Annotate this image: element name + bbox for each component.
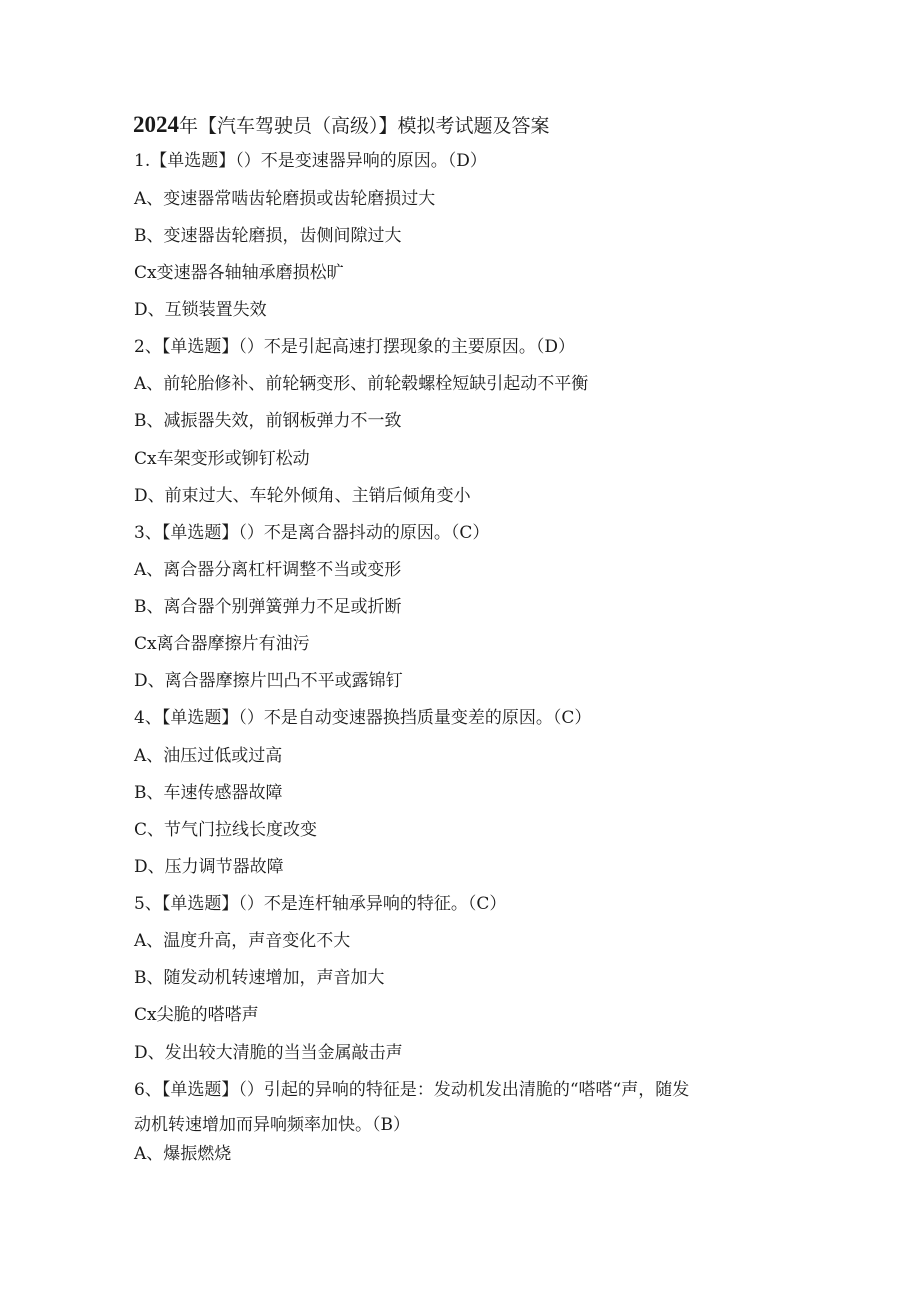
option-3d: D、离合器摩擦片凹凸不平或露锦钉 bbox=[134, 671, 403, 691]
option-2c: Cx车架变形或铆钉松动 bbox=[134, 449, 310, 469]
question-4: 4、【单选题】（）不是自动变速器换挡质量变差的原因。（C） bbox=[134, 708, 592, 728]
option-4a: A、油压过低或过高 bbox=[134, 746, 283, 766]
option-1b: B、变速器齿轮磨损，齿侧间隙过大 bbox=[134, 226, 402, 246]
option-3c: Cx离合器摩擦片有油污 bbox=[134, 634, 310, 654]
option-2a: A、前轮胎修补、前轮辆变形、前轮毂螺栓短缺引起动不平衡 bbox=[134, 374, 589, 394]
question-1: 1.【单选题】（）不是变速器异响的原因。（D） bbox=[134, 151, 487, 171]
title-text: 年【汽车驾驶员（高级）】模拟考试题及答案 bbox=[179, 115, 550, 137]
option-2d: D、前束过大、车轮外倾角、主销后倾角变小 bbox=[134, 486, 471, 506]
title-year: 2024 bbox=[133, 112, 179, 137]
document-title bbox=[133, 110, 550, 141]
option-4d: D、压力调节器故障 bbox=[134, 857, 284, 877]
question-6-continued: 动机转速增加而异响频率加快。（B） bbox=[134, 1115, 410, 1135]
option-1c: Cx变速器各轴轴承磨损松旷 bbox=[134, 263, 344, 283]
question-5: 5、【单选题】（）不是连杆轴承异响的特征。（C） bbox=[134, 894, 507, 914]
option-5d: D、发出较大清脆的当当金属敲击声 bbox=[134, 1043, 403, 1063]
option-1a: A、变速器常啮齿轮磨损或齿轮磨损过大 bbox=[134, 189, 436, 209]
option-3a: A、离合器分离杠杆调整不当或变形 bbox=[134, 560, 402, 580]
option-1d: D、互锁装置失效 bbox=[134, 300, 267, 320]
option-2b: B、减振器失效，前钢板弹力不一致 bbox=[134, 411, 402, 431]
option-6a: A、爆振燃烧 bbox=[134, 1144, 232, 1164]
option-5c: Cx尖脆的嗒嗒声 bbox=[134, 1005, 259, 1025]
question-2: 2、【单选题】（）不是引起高速打摆现象的主要原因。（D） bbox=[134, 337, 575, 357]
question-3: 3、【单选题】（）不是离合器抖动的原因。（C） bbox=[134, 523, 490, 543]
option-4b: B、车速传感器故障 bbox=[134, 783, 283, 803]
option-5b: B、随发动机转速增加，声音加大 bbox=[134, 968, 385, 988]
option-4c: C、节气门拉线长度改变 bbox=[134, 820, 318, 840]
option-3b: B、离合器个别弹簧弹力不足或折断 bbox=[134, 597, 402, 617]
option-5a: A、温度升高，声音变化不大 bbox=[134, 931, 351, 951]
question-6: 6、【单选题】（）引起的异响的特征是：发动机发出清脆的“嗒嗒“声，随发 bbox=[134, 1080, 690, 1100]
